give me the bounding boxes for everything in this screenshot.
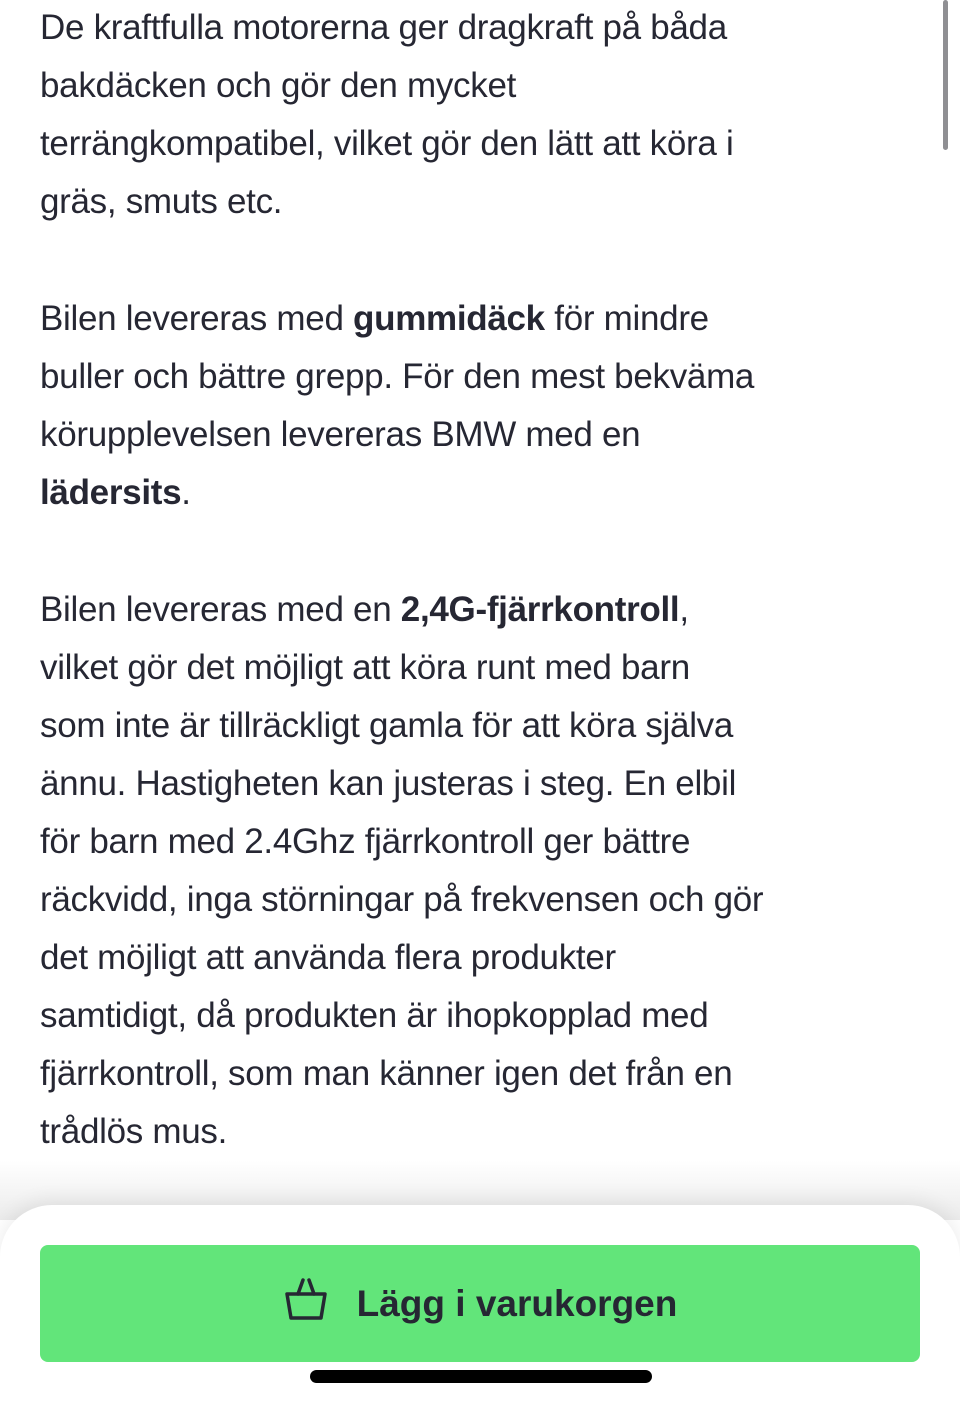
text-segment: Bilen levereras med en xyxy=(40,590,401,629)
text-segment: trådlös mus. xyxy=(40,1112,228,1151)
text-segment: De kraftfulla motorerna ger dragkraft på båda xyxy=(40,8,727,47)
bold-text: gummidäck xyxy=(353,299,545,338)
text-segment: körupplevelsen levereras BMW med en xyxy=(40,415,641,454)
text-segment: ännu. Hastigheten kan justeras i steg. En elbil xyxy=(40,764,737,803)
text-segment: för barn med 2.4Ghz fjärrkontroll ger bättre xyxy=(40,822,691,861)
text-line xyxy=(40,580,920,639)
text-line xyxy=(40,405,920,464)
text-segment: fjärrkontroll, som man känner igen det från en xyxy=(40,1054,733,1093)
description-paragraph xyxy=(40,0,920,231)
text-segment: . xyxy=(181,473,191,512)
text-line xyxy=(40,0,920,57)
text-line xyxy=(40,928,920,987)
text-segment: räckvidd, inga störningar på frekvensen och gör xyxy=(40,880,764,919)
text-line xyxy=(40,1044,920,1103)
text-line xyxy=(40,870,920,929)
bold-text: 2,4G-fjärrkontroll xyxy=(400,590,680,629)
text-line xyxy=(40,1102,920,1161)
text-line xyxy=(40,754,920,813)
description-paragraph xyxy=(40,580,920,1161)
text-segment: bakdäcken och gör den mycket xyxy=(40,66,517,105)
text-line xyxy=(40,289,920,348)
text-segment: , xyxy=(679,590,689,629)
text-line xyxy=(40,696,920,755)
text-line xyxy=(40,638,920,697)
add-to-cart-button[interactable] xyxy=(40,1245,920,1362)
text-segment: för mindre xyxy=(544,299,709,338)
bold-text: lädersits xyxy=(40,473,182,512)
text-line xyxy=(40,347,920,406)
scrollbar[interactable] xyxy=(943,0,948,150)
text-segment: vilket gör det möjligt att köra runt med barn xyxy=(40,648,690,687)
text-segment: buller och bättre grepp. För den mest bekväma xyxy=(40,357,755,396)
description-paragraph xyxy=(40,289,920,522)
text-line xyxy=(40,812,920,871)
text-segment: samtidigt, då produkten är ihopkopplad med xyxy=(40,996,709,1035)
product-description xyxy=(40,0,920,1220)
text-segment: terrängkompatibel, vilket gör den lätt att köra i xyxy=(40,124,734,163)
basket-icon xyxy=(283,1276,329,1331)
add-to-cart-label: Lägg i varukorgen xyxy=(356,1282,678,1324)
text-line xyxy=(40,172,920,231)
text-line xyxy=(40,986,920,1045)
text-line xyxy=(40,463,920,522)
text-line xyxy=(40,56,920,115)
home-indicator xyxy=(310,1370,652,1383)
text-segment: Bilen levereras med xyxy=(40,299,354,338)
text-segment: gräs, smuts etc. xyxy=(40,182,283,221)
text-segment: som inte är tillräckligt gamla för att köra själva xyxy=(40,706,734,745)
text-segment: det möjligt att använda flera produkter xyxy=(40,938,616,977)
text-line xyxy=(40,114,920,173)
